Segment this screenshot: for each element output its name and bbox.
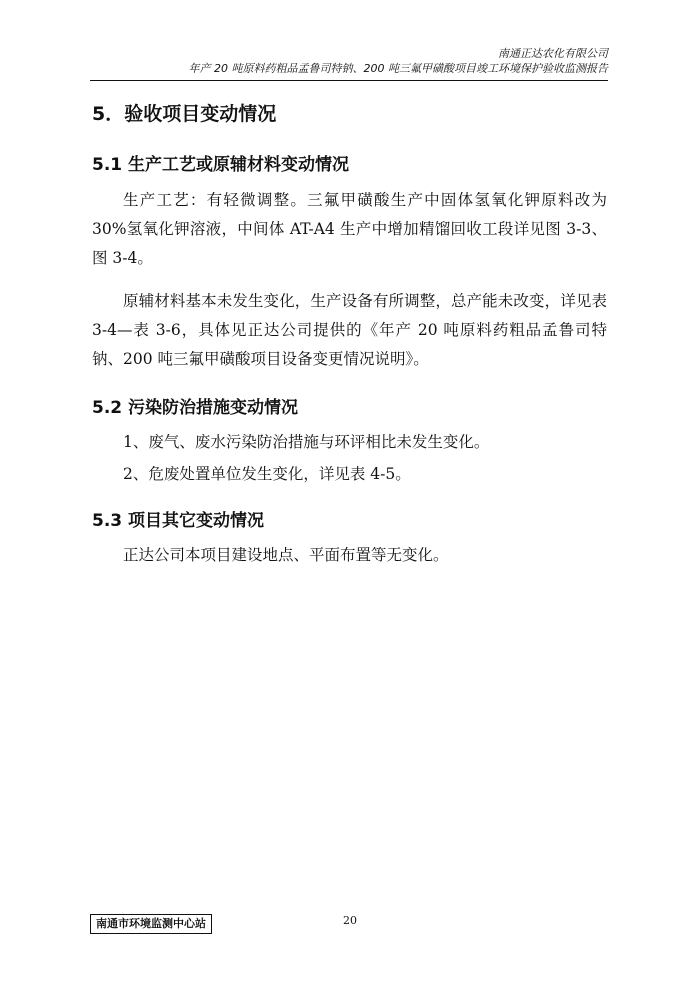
section-5-heading: 5．验收项目变动情况 (92, 103, 277, 125)
section-5-1-paragraph-2: 原辅材料基本未发生变化，生产设备有所调整，总产能未改变，详见表 3-4—表 3-6，具体见正达公司提供的《年产 20 吨原料药粗品孟鲁司特钠、200 吨三氟甲磺酸项目设备变更情况说明》。 (92, 292, 607, 368)
header-report-title: 年产 20 吨原料药粗品孟鲁司特钠、200 吨三氟甲磺酸项目竣工环境保护验收监测报告 (188, 62, 608, 75)
page-header (90, 46, 608, 76)
header-divider (90, 80, 608, 81)
section-5-2-item-2: 2、危废处置单位发生变化，详见表 4-5。 (123, 465, 411, 483)
footer-station-stamp: 南通市环境监测中心站 (90, 914, 212, 934)
section-5-3-paragraph-1: 正达公司本项目建设地点、平面布置等无变化。 (123, 546, 449, 564)
page-number: 20 (343, 914, 357, 927)
section-5-3-heading: 5.3 项目其它变动情况 (92, 511, 265, 531)
header-company: 南通正达农化有限公司 (498, 47, 608, 60)
section-5-2-item-1: 1、废气、废水污染防治措施与环评相比未发生变化。 (123, 433, 490, 451)
section-5-1-paragraph-1: 生产工艺：有轻微调整。三氟甲磺酸生产中固体氢氧化钾原料改为 30%氢氧化钾溶液，中间体 AT-A4 生产中增加精馏回收工段详见图 3-3、图 3-4。 (92, 191, 607, 267)
section-5-2-heading: 5.2 污染防治措施变动情况 (92, 398, 299, 418)
section-5-1-heading: 5.1 生产工艺或原辅材料变动情况 (92, 155, 350, 175)
